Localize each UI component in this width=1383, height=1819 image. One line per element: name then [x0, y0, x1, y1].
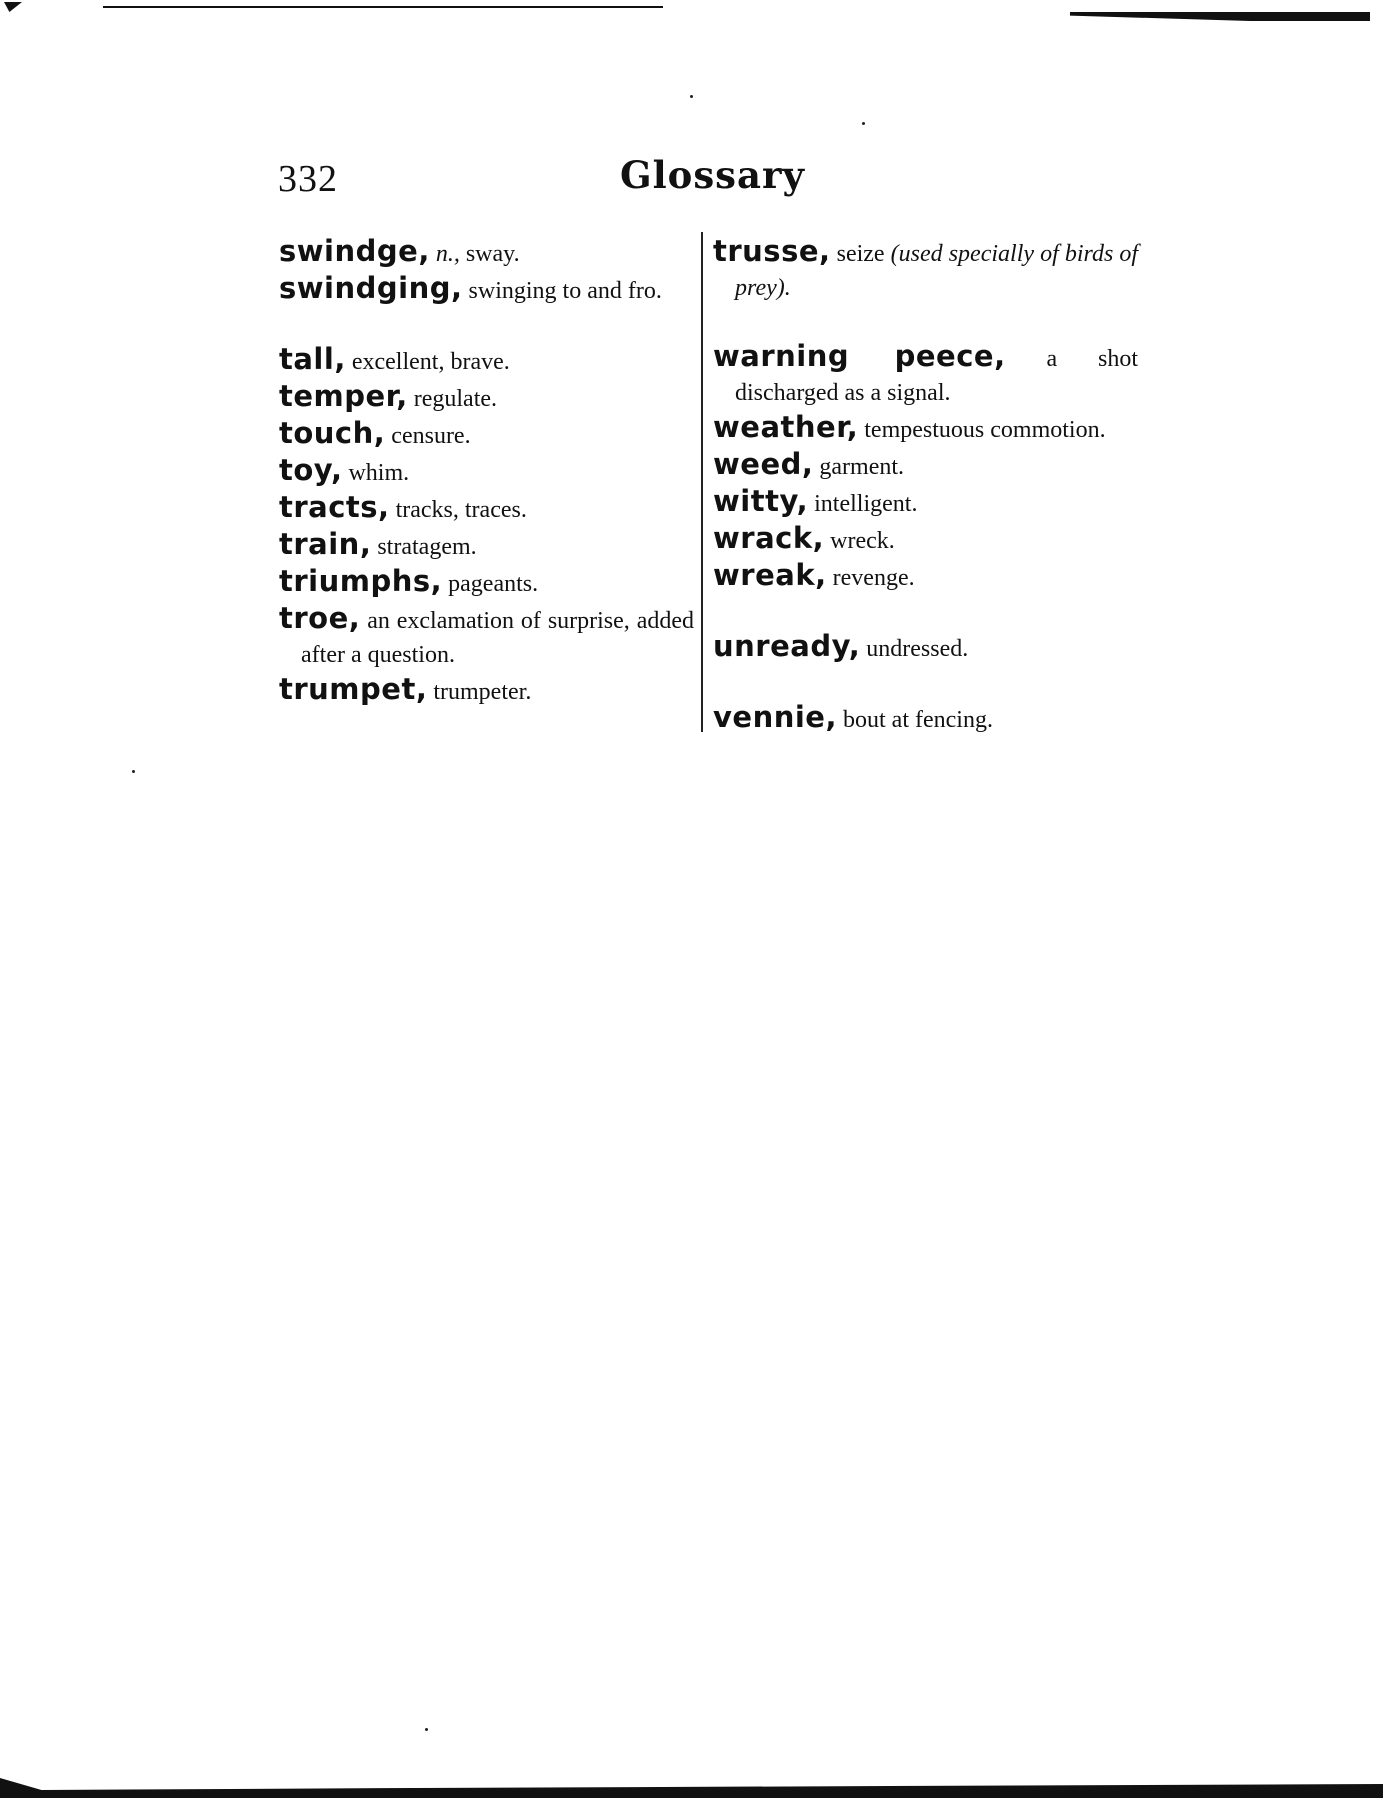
scan-artifact: [0, 1778, 1383, 1798]
glossary-entry: [713, 447, 1138, 484]
headword: train,: [279, 527, 372, 561]
definition: wreck.: [830, 528, 895, 554]
glossary-entry: [279, 527, 694, 564]
headword: witty,: [713, 484, 809, 518]
column-divider: [701, 232, 703, 732]
glossary-entry: [713, 521, 1138, 558]
definition: censure.: [391, 423, 471, 449]
definition: revenge.: [832, 565, 915, 591]
glossary-entry: [279, 672, 694, 709]
glossary-entry: [713, 339, 1138, 410]
scan-artifact: [862, 122, 865, 125]
headword: vennie,: [713, 700, 837, 734]
glossary-entry: [713, 558, 1138, 595]
glossary-entry: [279, 234, 694, 271]
entry-gap: [279, 308, 694, 342]
definition: pageants.: [448, 571, 539, 597]
headword: unready,: [713, 629, 861, 663]
headword: trumpet,: [279, 672, 428, 706]
definition: whim.: [348, 460, 410, 486]
definition: sway.: [465, 241, 520, 267]
definition: seize: [836, 241, 885, 267]
entry-gap: [713, 305, 1138, 339]
definition: swinging to and fro.: [468, 278, 662, 304]
headword: weather,: [713, 410, 859, 444]
scan-artifact: [103, 6, 663, 8]
glossary-entry: [713, 234, 1138, 305]
definition: bout at fencing.: [843, 707, 993, 733]
headword: wrack,: [713, 521, 825, 555]
glossary-entry: [713, 484, 1138, 521]
definition: a shot discharged as a signal.: [735, 346, 1138, 406]
scan-artifact: [690, 95, 693, 98]
definition: an exclamation of surprise, added after a question.: [301, 608, 695, 668]
definition: intelligent.: [814, 491, 918, 517]
headword: warning peece,: [713, 339, 1006, 373]
definition: tempestuous commotion.: [864, 417, 1106, 443]
page-title: Glossary: [620, 153, 805, 197]
glossary-entry: [279, 564, 694, 601]
scan-artifact: [4, 2, 22, 12]
glossary-entry: [713, 629, 1138, 666]
glossary-entry: [279, 490, 694, 527]
definition: tracks, traces.: [395, 497, 527, 523]
definition: regulate.: [413, 386, 498, 412]
headword: trusse,: [713, 234, 831, 268]
headword: toy,: [279, 453, 343, 487]
glossary-entry: [713, 410, 1138, 447]
usage-note: (used specially of birds of prey).: [735, 241, 1139, 301]
headword: triumphs,: [279, 564, 443, 598]
entry-gap: [713, 595, 1138, 629]
glossary-entry: [279, 342, 694, 379]
page-number: 332: [278, 158, 338, 200]
definition: undressed.: [866, 636, 969, 662]
scan-artifact: [1070, 12, 1370, 21]
headword: swindge,: [279, 234, 430, 268]
glossary-entry: [279, 416, 694, 453]
headword: tall,: [279, 342, 346, 376]
glossary-entry: [279, 379, 694, 416]
definition: excellent, brave.: [351, 349, 510, 375]
headword: tracts,: [279, 490, 390, 524]
entry-gap: [713, 666, 1138, 700]
headword: troe,: [279, 601, 361, 635]
headword: touch,: [279, 416, 386, 450]
glossary-entry: [713, 700, 1138, 737]
right-column: [713, 234, 1138, 737]
headword: weed,: [713, 447, 814, 481]
glossary-entry: [279, 271, 694, 308]
left-column: [279, 234, 694, 709]
definition: garment.: [819, 454, 905, 480]
abbreviation: n.,: [435, 241, 460, 267]
scan-artifact: [425, 1728, 428, 1731]
headword: wreak,: [713, 558, 827, 592]
definition: trumpeter.: [433, 679, 532, 705]
glossary-entry: [279, 601, 694, 672]
definition: stratagem.: [377, 534, 477, 560]
headword: temper,: [279, 379, 408, 413]
scan-artifact: [132, 770, 135, 773]
headword: swindging,: [279, 271, 463, 305]
glossary-entry: [279, 453, 694, 490]
